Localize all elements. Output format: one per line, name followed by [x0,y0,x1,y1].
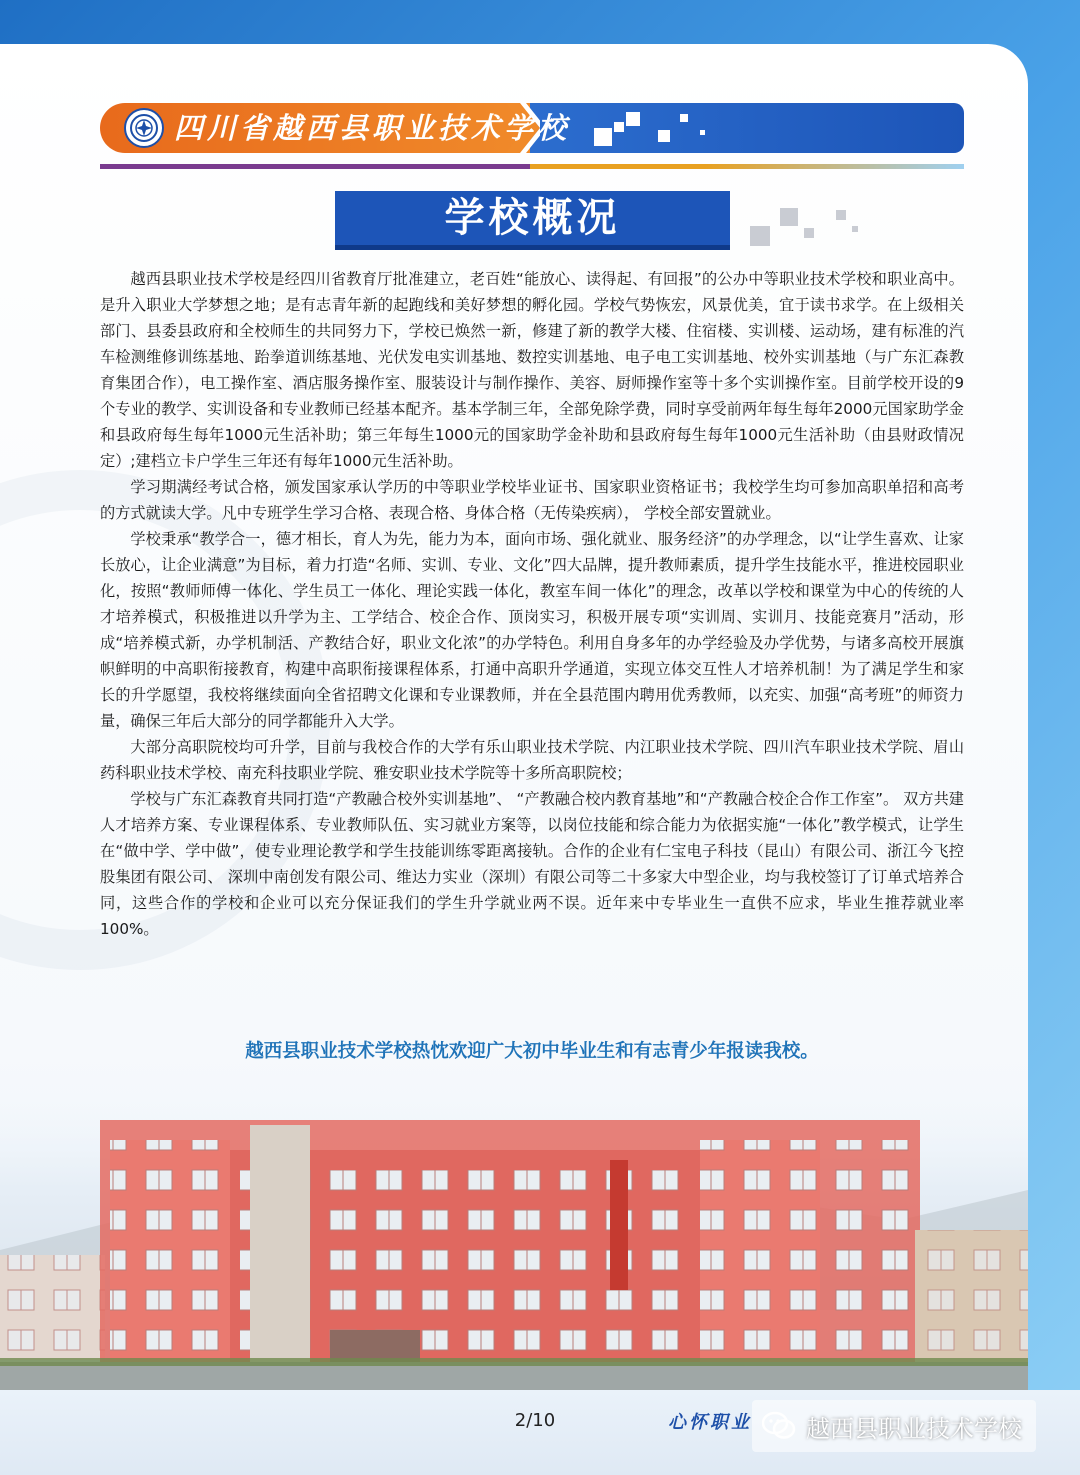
paragraph: 学校与广东汇森教育共同打造“产教融合校外实训基地”、 “产教融合校内教育基地”和“产教融合校企合作工作室”。 双方共建人才培养方案、专业课程体系、专业教师队伍、实习就业方案等，以岗位技能和综合能力为依据实施“一体化”教学模式，让学生在“做中学、学中做”，使专业理论教学和学生技能训练零距离接轨。合作的企业有仁宝电子科技（昆山）有限公司、浙江今飞控股集团有限公司、 深圳中南创发有限公司、维达力实业（深圳）有限公司等二十多家大中型企业，均与我校签订了订单式培养合同，这些合作的学校和企业可以充分保证我们的学生升学就业两不误。近年来中专毕业生一直供不应求，毕业生推荐就业率100%。 [100,790,964,938]
wechat-account-name: 越西县职业技术学校 [806,1414,1022,1443]
header-rule-accent [100,164,530,169]
header-banner [100,103,964,153]
school-logo [124,108,164,148]
school-overview-text [100,266,964,942]
paragraph: 越西县职业技术学校是经四川省教育厅批准建立，老百姓“能放心、读得起、有回报”的公办中等职业技术学校和职业高中。是升入职业大学梦想之地；是有志青年新的起跑线和美好梦想的孵化园。学校气势恢宏，风景优美，宜于读书求学。在上级相关部门、县委县政府和全校师生的共同努力下，学校已焕然一新，修建了新的教学大楼、住宿楼、实训楼、运动场，建有标准的汽车检测维修训练基地、跆拳道训练基地、光伏发电实训基地、数控实训基地、电子电工实训基地、校外实训基地（与广东汇森教育集团合作），电工操作室、酒店服务操作室、服装设计与制作操作、美容、厨师操作室等十多个实训操作室。目前学校开设的9个专业的教学、实训设备和专业教师已经基本配齐。基本学制三年，全部免除学费，同时享受前两年每生每年2000元国家助学金和县政府每生每年1000元生活补助；第三年每生1000元的国家助学金补助和县政府每生每年1000元生活补助（由县财政情况定）;建档立卡户学生三年还有每年1000元生活补助。 [100,270,964,470]
page-number: 2/10 [514,1410,556,1431]
school-building-photo [0,1080,1028,1390]
paragraph: 学校秉承“教学合一，德才相长，育人为先，能力为本，面向市场、强化就业、服务经济”的办学理念，以“让学生喜欢、让家长放心，让企业满意”为目标，着力打造“名师、实训、专业、文化”四大品牌，提升教师素质，提升学生技能水平，推进校园职业化，按照“教师师傅一体化、学生员工一体化、理论实践一体化，教室车间一体化”的理念，改革以学校和课堂为中心的传统的人才培养模式，积极推进以升学为主、工学结合、校企合作、顶岗实习，积极开展专项“实训周、实训月、技能竞赛月”活动，形成“培养模式新，办学机制活、产教结合好，职业文化浓”的办学特色。利用自身多年的办学经验及办学优势，与诸多高校开展旗帜鲜明的中高职衔接教育，构建中高职衔接课程体系，打通中高职升学通道，实现立体交互性人才培养机制！为了满足学生和家长的升学愿望，我校将继续面向全省招聘文化课和专业课教师，并在全县范围内聘用优秀教师，以充实、加强“高考班”的师资力量，确保三年后大部分的同学都能升入大学。 [100,530,964,730]
paragraph: 学习期满经考试合格，颁发国家承认学历的中等职业学校毕业证书、国家职业资格证书；我校学生均可参加高职单招和高考的方式就读大学。凡中专班学生学习合格、表现合格、身体合格（无传染疾病）， 学校全部安置就业。 [100,478,964,522]
footer-slogan: 心怀职业 [668,1412,752,1433]
school-name: 四川省越西县职业技术学校 [174,111,571,145]
wechat-account-badge[interactable] [752,1400,1036,1452]
welcome-message: 越西县职业技术学校热忱欢迎广大初中毕业生和有志青少年报读我校。 [245,1041,819,1062]
wechat-icon [762,1411,796,1441]
school-emblem-icon [129,113,159,143]
section-title: 学校概况 [335,191,730,250]
paragraph: 大部分高职院校均可升学，目前与我校合作的大学有乐山职业技术学院、内江职业技术学院、四川汽车职业技术学院、眉山药科职业技术学校、南充科技职业学院、雅安职业技术学院等十多所高职院校； [100,738,964,782]
